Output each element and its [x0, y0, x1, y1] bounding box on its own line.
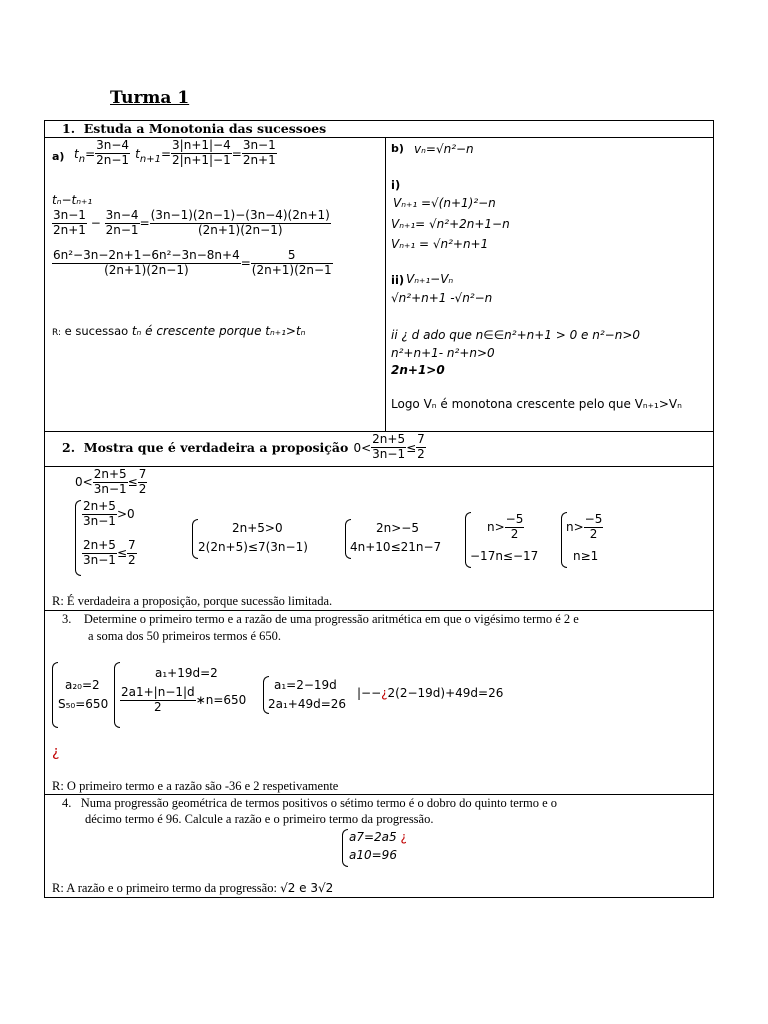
- tn-sub: n: [78, 153, 86, 165]
- q1a-difference-label: tₙ−tₙ₊₁: [52, 193, 93, 207]
- system5-top: [566, 513, 603, 542]
- q1b-i-label: i): [391, 178, 401, 192]
- row-divider: [44, 610, 714, 611]
- l1-f2-numerator: 3n−4: [105, 208, 139, 222]
- q3-system3-top: a₁=2−19d: [274, 678, 337, 692]
- l1-f3-denominator: (2n+1)(2n−1): [197, 222, 283, 237]
- q1b-label: b): [391, 142, 404, 155]
- q2-heading-rhs-den: 2: [417, 446, 425, 461]
- q2-heading-text: 2. Mostra que é verdadeira a proposição: [62, 439, 349, 455]
- tn1-symbol: t: [135, 146, 140, 161]
- tn-denominator: 2n−1: [96, 152, 130, 167]
- q1-heading: 1. Estuda a Monotonia das sucessoes: [62, 121, 327, 136]
- l2-denominator: (2n+1)(2n−1): [104, 262, 189, 277]
- conclusion-math: tₙ é crescente porque tₙ₊₁>tₙ: [131, 324, 306, 338]
- q3-sub-equation: 2(2−19d)+49d=26: [387, 686, 504, 700]
- q2-ineq-num: 2n+5: [93, 467, 127, 481]
- q3-system1-brace: [52, 662, 58, 728]
- tn1-numerator: 3|n+1|−4: [172, 138, 231, 152]
- q4-system-bottom: a10=96: [349, 848, 397, 862]
- system2-top: 2n+5>0: [232, 521, 283, 535]
- row-divider: [44, 794, 714, 795]
- tn1-simplified-numerator: 3n−1: [242, 138, 276, 152]
- s1-top-num: 2n+5: [83, 499, 116, 513]
- q1b-i-line2: Vₙ₊₁= √n²+2n+1−n: [391, 217, 510, 231]
- q3-s2-num: 2a1+|n−1|d: [121, 685, 195, 699]
- q1b-iii-line2: n²+n+1- n²+n>0: [391, 346, 495, 360]
- q4-heading-line2: décimo termo é 96. Calcule a razão e o primeiro termo da progressão.: [85, 812, 434, 826]
- tn1-denominator: 2|n+1|−1: [172, 152, 231, 167]
- system3-bottom: 4n+10≤21n−7: [350, 540, 442, 554]
- q2-ineq-lhs: 0<: [75, 474, 93, 489]
- q1b-ii-label: ii): [391, 273, 405, 287]
- s1-bot-den: 3n−1: [83, 552, 116, 567]
- l2-result-denominator: (2n+1)(2n−1: [251, 262, 332, 277]
- q3-sub-red-mark: ¿: [381, 686, 388, 700]
- conclusion-r-label: R:: [52, 328, 62, 338]
- q3-heading-line1: 3. Determine o primeiro termo e a razão de uma progressão aritmética em que o vigésimo termo é 2 e: [62, 612, 579, 626]
- l2-result-numerator: 5: [251, 249, 333, 264]
- q3-red-mark: ¿: [52, 744, 60, 760]
- q1a-conclusion: [52, 320, 305, 339]
- system5-bottom: n≥1: [573, 549, 599, 563]
- s5-top-lhs: n>: [566, 519, 584, 534]
- q4-heading-line1: 4. Numa progressão geométrica de termos positivos o sétimo termo é o dobro do quinto termo e o: [62, 796, 558, 810]
- s1-top-den: 3n−1: [83, 513, 116, 528]
- l2-numerator: 6n²−3n−2n+1−6n²−3n−8n+4: [53, 248, 240, 262]
- q1b-logo: Logo Vₙ é monotona crescente pelo que Vₙ₊₁>Vₙ: [391, 397, 682, 411]
- q4-sys-red-mark: ¿: [400, 830, 407, 844]
- q3-answer: R: O primeiro termo e a razão são -36 e 2 respetivamente: [52, 779, 339, 793]
- column-divider: [385, 137, 386, 431]
- system3-top: 2n>−5: [376, 521, 419, 535]
- q3-substitution: [357, 686, 503, 700]
- q1b-i-line3: Vₙ₊₁ = √n²+n+1: [391, 237, 489, 251]
- system4-top: [487, 513, 524, 542]
- s5-top-num: −5: [584, 512, 603, 526]
- q2-ineq-rhs-den: 2: [138, 481, 147, 496]
- tn-numerator: 3n−4: [96, 138, 130, 152]
- tn1-simplified-denominator: 2n+1: [242, 152, 276, 167]
- q1a-difference-line1: $\frac{3n-1}{2n+1}$ − $\frac{3n-4}{2n-1}$ = $\frac{(3n-1)(2n-1)-(3n-4)(2n+1)}{(2n+1)(2n-1)}$: [53, 208, 330, 237]
- q2-ineq-le: ≤: [127, 474, 138, 489]
- conclusion-text: e sucessao: [61, 324, 132, 338]
- s1-bot-le: ≤: [116, 545, 127, 560]
- q3-s2-rhs: ∗n=650: [195, 692, 247, 707]
- q3-s2-den: 2: [154, 699, 162, 714]
- q3-system3-bottom: 2a₁+49d=26: [268, 697, 347, 711]
- s1-bot-rhs-den: 2: [128, 552, 136, 567]
- tn1-sub: n+1: [139, 153, 161, 165]
- system1-bottom: [82, 539, 137, 568]
- system2-bottom: 2(2n+5)≤7(3n−1): [198, 540, 308, 554]
- q2-ineq-den: 3n−1: [93, 481, 127, 496]
- q3-sub-prefix: |−−: [357, 686, 382, 700]
- q2-heading-rhs-num: 7: [417, 432, 425, 446]
- l1-f2-denominator: 2n−1: [105, 222, 139, 237]
- q2-ineq-rhs-num: 7: [138, 467, 147, 481]
- q3-system1-top: a₂₀=2: [65, 678, 100, 692]
- s4-top-num: −5: [505, 512, 524, 526]
- q1b-ii-line2: √n²+n+1 -√n²−n: [391, 291, 493, 305]
- q2-heading-lhs: 0<: [353, 440, 372, 455]
- q2-answer: R: É verdadeira a proposição, porque sucessão limitada.: [52, 594, 333, 608]
- q1b-i-line1: Vₙ₊₁ =√(n+1)²−n: [393, 196, 496, 210]
- q1a-label: a): [52, 150, 65, 163]
- q4-answer-math: √2 e 3√2: [280, 881, 334, 895]
- q1b-iii-line1: ii ¿ d ado que n∈∈n²+n+1 > 0 e n²−n>0: [391, 328, 641, 342]
- s1-top-rhs: >0: [116, 506, 135, 521]
- page-title: Turma 1: [110, 88, 190, 108]
- q3-system1-bottom: S₅₀=650: [58, 697, 109, 711]
- q4-system-top: [349, 830, 407, 844]
- s5-top-den: 2: [589, 526, 598, 541]
- q2-heading: [62, 433, 426, 462]
- q2-heading-le: ≤: [406, 440, 417, 455]
- q2-inequality: [75, 468, 147, 497]
- l1-f1-numerator: 3n−1: [53, 208, 86, 222]
- l1-f3-numerator: (3n−1)(2n−1)−(3n−4)(2n+1): [150, 208, 330, 222]
- q1b-iii-line3: 2n+1>0: [391, 363, 445, 377]
- system4-bottom: −17n≤−17: [470, 549, 539, 563]
- s4-top-lhs: n>: [487, 519, 505, 534]
- system1-brace: [75, 500, 81, 576]
- s1-bot-rhs-num: 7: [128, 538, 136, 552]
- l1-f1-denominator: 2n+1: [53, 222, 86, 237]
- q4-system-brace: [342, 829, 348, 867]
- q1b-vn: vₙ=√n²−n: [414, 142, 474, 156]
- q4-sys-top-eq: a7=2a5: [349, 830, 397, 844]
- tn-symbol: t: [74, 146, 79, 161]
- q4-answer-text: R: A razão e o primeiro termo da progressão:: [52, 881, 281, 895]
- q3-system2-top: a₁+19d=2: [155, 666, 218, 680]
- q1a-difference-line2: $\frac{\text{6n²−3n−2n+1−6n²−3n−8n+4}}{(2n+1)(2n-1)}$ = $\frac{5}{(2n+1)(2n-1}$: [53, 248, 332, 277]
- q1a-tn-definition: $t_n=$ $\frac{3n-4}{2n-1}$ $t_{n+1}=$ $\frac{3|n+1|-4}{2|n+1|-1}$ = $\frac{3n-1}{2n+1}$: [74, 138, 276, 167]
- row-divider: [44, 137, 714, 138]
- q3-system2-bottom: [120, 686, 246, 715]
- q4-answer: [52, 881, 333, 896]
- q3-heading-line2: a soma dos 50 primeiros termos é 650.: [88, 629, 282, 643]
- q2-heading-frac-num: 2n+5: [372, 432, 406, 446]
- s1-bot-num: 2n+5: [83, 538, 116, 552]
- system1-top: [82, 500, 135, 529]
- q1b-ii-line1: Vₙ₊₁−Vₙ: [406, 272, 454, 286]
- s4-top-den: 2: [510, 526, 519, 541]
- q2-heading-frac-den: 3n−1: [372, 446, 406, 461]
